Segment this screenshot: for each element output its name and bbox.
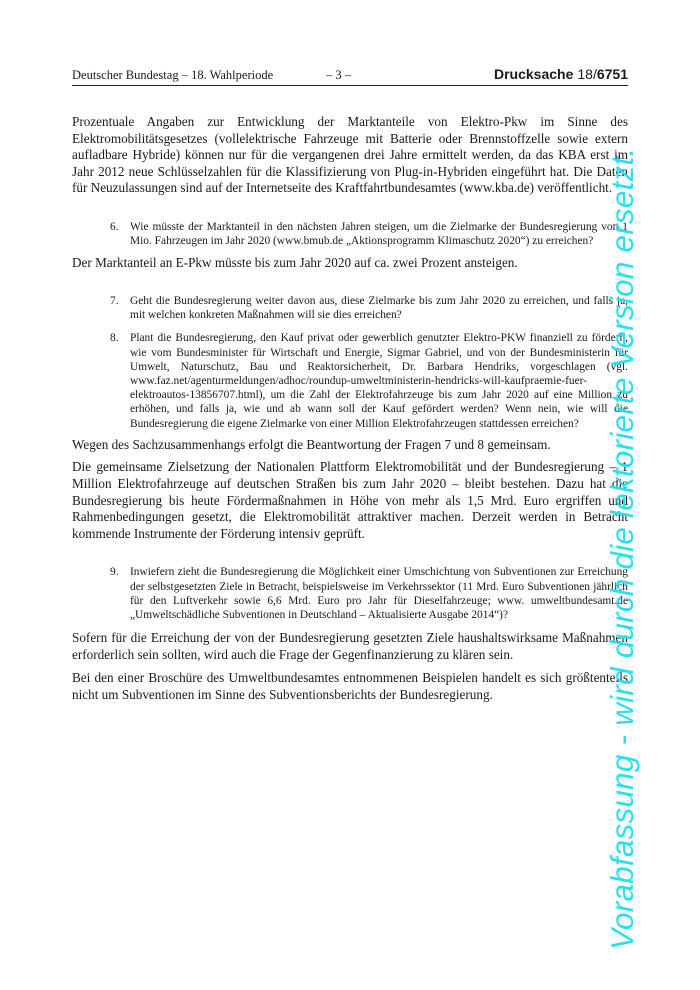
- answer-7-8: Die gemeinsame Zielsetzung der Nationalen Plattform Elektromobilität und der Bundesregierung – 1 Million Elektrofahrzeuge auf deutschen Straßen bis zum Jahr 2020 – bleibt bestehen. Dazu hat die Bundesregierung bis heute Fördermaßnahmen in Höhe von mehr als 1,5 Mrd. Euro ergriffen und Rahmenbedingungen gesetzt, die Elektromobilität attraktiver machen. Derzeit werden in Betracht kommende Instrumente der Förderung intensiv geprüft.: [72, 459, 628, 541]
- document-number: [494, 66, 628, 82]
- header-rule: [72, 85, 628, 86]
- question-text: Plant die Bundesregierung, den Kauf privat oder gewerblich genutzter Elektro-PKW finanziell zu fördern, wie vom Bundesminister für Wirtschaft und Energie, Sigmar Gabriel, und von der Bundesministerin für Umwelt, Naturschutz, Bau und Reaktorsicherheit, Dr. Barbara Hendriks, vorgeschlagen (vgl. www.faz.net/agenturmeldungen/adhoc/roundup-umweltministerin-hendricks-will-kaufpraemie-fuer-elektroautos-13856707.html), um die Zahl der Elektrofahrzeuge bis zum Jahr 2020 auf eine Million zu erhöhen, und falls ja, wie und ab wann soll der Kauf gefördert werden? Wenn nein, wie will die Bundesregierung die eigene Zielmarke von einer Million Elektrofahrzeugen stattdessen erreichen?: [130, 332, 628, 430]
- answer-9-subsidies: Bei den einer Broschüre des Umweltbundesamtes entnommenen Beispielen handelt es sich größtenteils nicht um Subventionen im Sinne des Subventionsberichts der Bundesregierung.: [72, 670, 628, 702]
- draft-watermark: Vorabfassung - wird durch die lektorierte Version ersetzt.: [604, 147, 640, 950]
- question-text: Geht die Bundesregierung weiter davon aus, diese Zielmarke bis zum Jahr 2020 zu erreichen, und falls ja, mit welchen konkreten Maßnahmen will sie dies erreichen?: [130, 294, 628, 322]
- question-text: Inwiefern zieht die Bundesregierung die Möglichkeit einer Umschichtung von Subventionen zur Erreichung der selbstgesetzten Ziele in Betracht, beispielsweise im Verkehrssektor (11 Mrd. Euro Subventionen jährlich für den Luftverkehr sowie 6,6 Mrd. Euro pro Jahr für Dieselfahrzeuge; www. umweltbundesamt.de „Umweltschädliche Subventionen in Deutschland – Aktualisierte Ausgabe 2014“)?: [130, 566, 628, 621]
- answer-6: Der Marktanteil an E-Pkw müsste bis zum Jahr 2020 auf ca. zwei Prozent ansteigen.: [72, 255, 518, 271]
- question-8: [110, 331, 628, 430]
- document-number-value: 6751: [596, 66, 628, 82]
- document-number-prefix: 18/: [577, 66, 597, 82]
- answer-paragraph-kba: Prozentuale Angaben zur Entwicklung der Marktanteile von Elektro-Pkw im Sinne des Elektromobilitätsgesetzes (vollelektrische Fahrzeuge mit Batterie oder Brennstoffzelle sowie extern aufladbare Hybride) können nur für die vergangenen drei Jahre ermittelt werden, da das KBA erst im Jahr 2012 neue Schlüsselzahlen für die Klassifizierung von Plug-in-Hybriden eingeführt hat. Die Daten für Neuzulassungen sind auf der Internetseite des Kraftfahrtbundesamtes (www.kba.de) veröffentlicht.: [72, 114, 628, 196]
- question-number: 9.: [110, 566, 119, 579]
- parliament-period: Deutscher Bundestag – 18. Wahlperiode: [72, 68, 274, 82]
- question-6: [110, 220, 628, 248]
- document-label: Drucksache: [493, 66, 574, 82]
- question-number: 8.: [110, 332, 119, 345]
- question-number: 7.: [110, 294, 119, 307]
- page-body: [72, 114, 628, 704]
- page-header: [72, 66, 628, 86]
- page-number: – 3 –: [326, 68, 351, 82]
- answer-7-8-intro: Wegen des Sachzusammenhangs erfolgt die Beantwortung der Fragen 7 und 8 gemeinsam.: [72, 436, 551, 452]
- question-9: [110, 565, 628, 622]
- answer-9-financing: Sofern für die Erreichung der von der Bundesregierung gesetzten Ziele haushaltswirksame Maßnahmen erforderlich sein sollten, wird auch die Frage der Gegenfinanzierung zu klären sein.: [72, 630, 628, 662]
- question-number: 6.: [110, 220, 119, 233]
- question-text: Wie müsste der Marktanteil in den nächsten Jahren steigen, um die Zielmarke der Bundesregierung von 1 Mio. Fahrzeugen im Jahr 2020 (www.bmub.de „Aktionsprogramm Klimaschutz 2020“) zu erreichen?: [130, 220, 628, 248]
- question-7: [110, 294, 628, 322]
